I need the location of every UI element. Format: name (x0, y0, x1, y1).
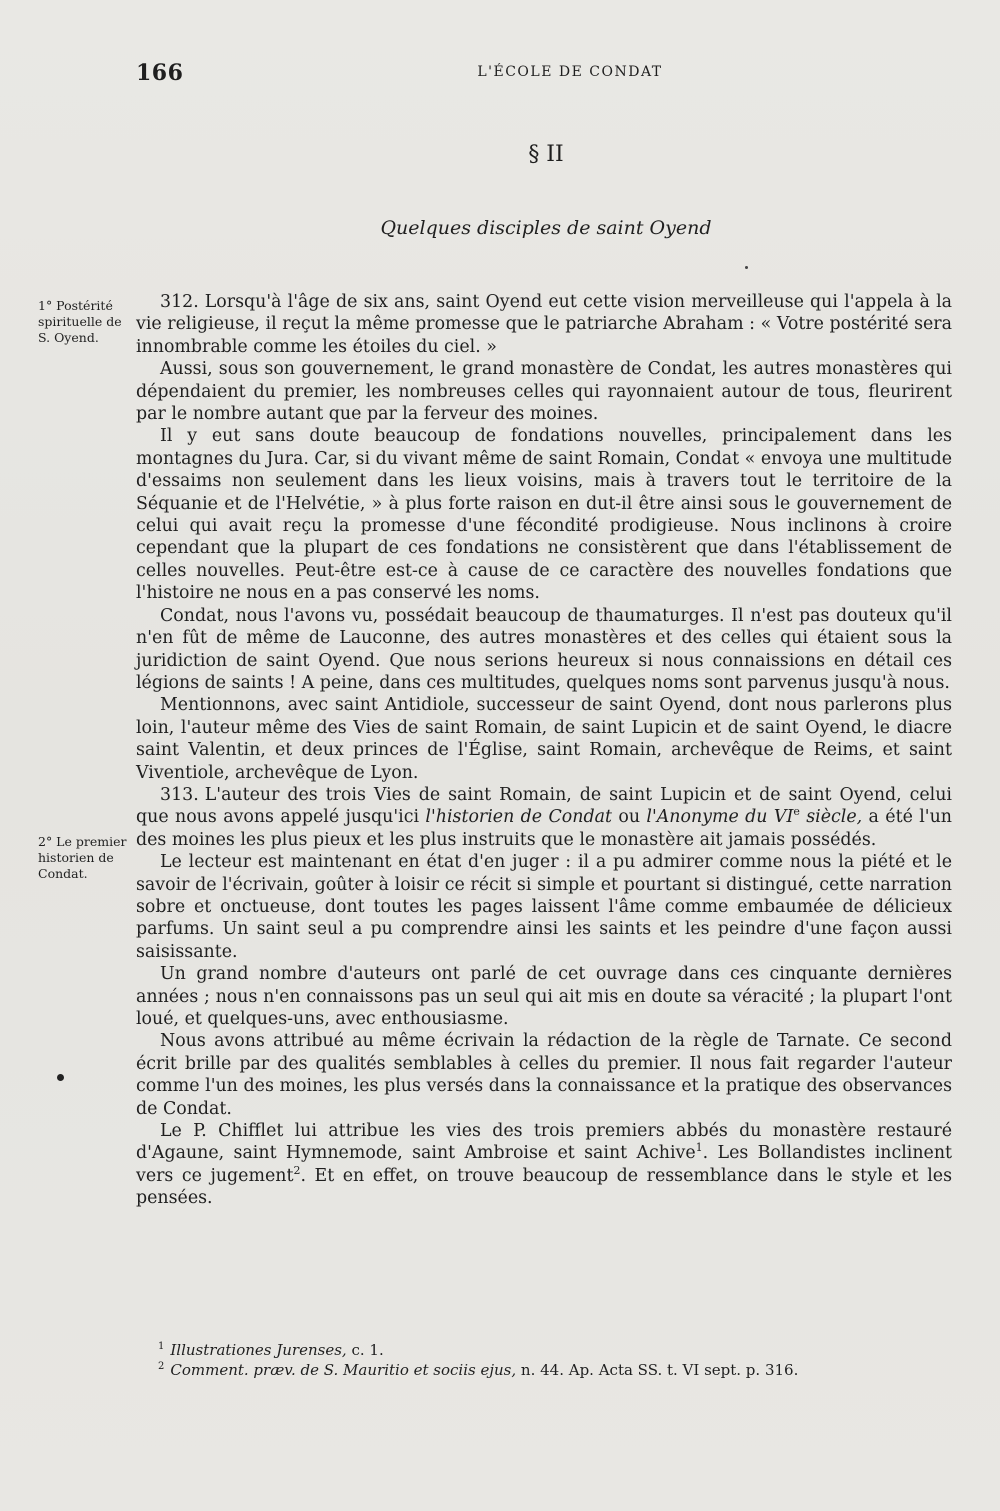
footnote-mark: 2 (158, 1361, 165, 1372)
paragraph: Un grand nombre d'auteurs ont parlé de cet ouvrage dans ces cinquante dernières années ; nous n'en connaissons pas un seul qui ait mis en doute sa véracité ; la plupart l'ont loué, et quelques-uns, avec enthousiasme. (136, 964, 952, 1029)
stray-dot (745, 266, 748, 269)
footnote-text: c. 1. (351, 1341, 384, 1359)
paragraph-number: 312. (160, 292, 199, 312)
paragraph-text: Le P. Chifflet lui attribue les vies des trois premiers abbés du monastère restauré d'Agaune, saint Hymnemode, saint Ambroise et saint Achive (136, 1121, 952, 1164)
footnote-1 (158, 1340, 948, 1360)
paragraph-text: a été l'un des moines les plus pieux et les plus instruits que le monastère ait jamais possédés. (136, 807, 952, 850)
footnotes (158, 1340, 948, 1380)
superscript: e (793, 805, 800, 819)
paragraph: Nous avons attribué au même écrivain la rédaction de la règle de Tarnate. Ce second écrit brille par des qualités semblables à celles du premier. Il nous fait regarder l'auteur comme l'un des moines, les plus versés dans la connaissance et la pratique des observances de Condat. (136, 1031, 952, 1119)
margin-note-2: 2° Le premier historien de Condat. (38, 834, 127, 881)
footnote-title: Illustrationes Jurenses, (170, 1341, 347, 1359)
running-head: L'ÉCOLE DE CONDAT (477, 64, 663, 80)
body-text (136, 291, 952, 1210)
paragraph-text: L'auteur des trois Vies de saint Romain, de saint Lupicin et de saint Oyend, celui que nous avons appelé jusqu'ici (136, 784, 952, 828)
paragraph: Mentionnons, avec saint Antidiole, successeur de saint Oyend, dont nous parlerons plus loin, l'auteur même des Vies de saint Romain, de saint Lupicin et de saint Oyend, le diacre saint Valentin, et deux princes de l'Église, saint Romain, archevêque de Reims, et saint Viventiole, archevêque de Lyon. (136, 695, 952, 783)
footnote-text: n. 44. Ap. Acta SS. t. VI sept. p. 316. (520, 1361, 799, 1379)
footnote-ref: 2 (293, 1164, 301, 1178)
paragraph: Condat, nous l'avons vu, possédait beaucoup de thaumaturges. Il n'est pas douteux qu'il n'en fût de même de Lauconne, des autres monastères et des celles qui étaient sous la juridiction de saint Oyend. Que nous serions heureux si nous connaissions en détail ces légions de saints ! A peine, dans ces multitudes, quelques noms sont parvenus jusqu'à nous. (136, 605, 952, 693)
paragraph: Il y eut sans doute beaucoup de fondations nouvelles, principalement dans les montagnes du Jura. Car, si du vivant même de saint Romain, Condat « envoya une multitude d'essaims non seulement dans les lieux voisins, mais à travers tout le territoire de la Séquanie et de l'Helvétie, » à plus forte raison en dut-il être ainsi sous le gouvernement de celui qui avait reçu la promesse d'une fécondité prodigieuse. Nous inclinons à croire cependant que la plupart de ces fondations ne consistèrent que dans l'établissement de celles nouvelles. Peut-être est-ce à cause de ce caractère des nouvelles fondations que l'histoire ne nous en a pas conservé les noms. (136, 426, 952, 604)
footnote-title: Comment. præv. de S. Mauritio et sociis ejus, (170, 1361, 517, 1379)
paragraph-text: . Et en effet, on trouve beaucoup de ressemblance dans le style et les pensées. (136, 1165, 952, 1209)
paragraph-text: ou (618, 807, 641, 828)
italic-phrase: siècle, (806, 807, 863, 828)
footnote-2 (158, 1360, 948, 1380)
section-title: Quelques disciples de saint Oyend (380, 217, 712, 239)
italic-phrase: l'Anonyme du VI (646, 807, 794, 828)
section-mark: § II (528, 142, 564, 167)
margin-note-1: 1° Postérité spirituelle de S. Oyend. (38, 298, 122, 345)
page-number: 166 (136, 60, 184, 86)
margin-bullet (57, 1074, 64, 1081)
paragraph-313 (136, 784, 952, 851)
paragraph-text: Lorsqu'à l'âge de six ans, saint Oyend eut cette vision merveilleuse qui l'appela à la vie religieuse, il reçut la même promesse que le patriarche Abraham : « Votre postérité sera innombrable comme les étoiles du ciel. » (136, 292, 952, 357)
paragraph (136, 1120, 952, 1210)
paragraph: Aussi, sous son gouvernement, le grand monastère de Condat, les autres monastères qui dépendaient du premier, les nombreuses celles qui rayonnaient autour de tous, fleurirent par le nombre autant que par la ferveur des moines. (136, 359, 952, 425)
paragraph-312 (136, 291, 952, 358)
footnote-ref: 1 (695, 1141, 703, 1155)
paragraph-text: . Les Bollandistes inclinent vers ce jugement (136, 1143, 953, 1186)
italic-phrase: l'historien de Condat (425, 807, 612, 828)
paragraph-number: 313. (160, 784, 199, 805)
paragraph: Le lecteur est maintenant en état d'en juger : il a pu admirer comme nous la piété et le savoir de l'écrivain, goûter à loisir ce récit si simple et pourtant si distingué, cette narration sobre et onctueuse, dont toutes les pages laissent l'âme comme embaumée de délicieux parfums. Un saint seul a pu comprendre ainsi les saints et les peindre d'une façon aussi saisissante. (136, 852, 952, 962)
footnote-mark: 1 (158, 1341, 165, 1352)
